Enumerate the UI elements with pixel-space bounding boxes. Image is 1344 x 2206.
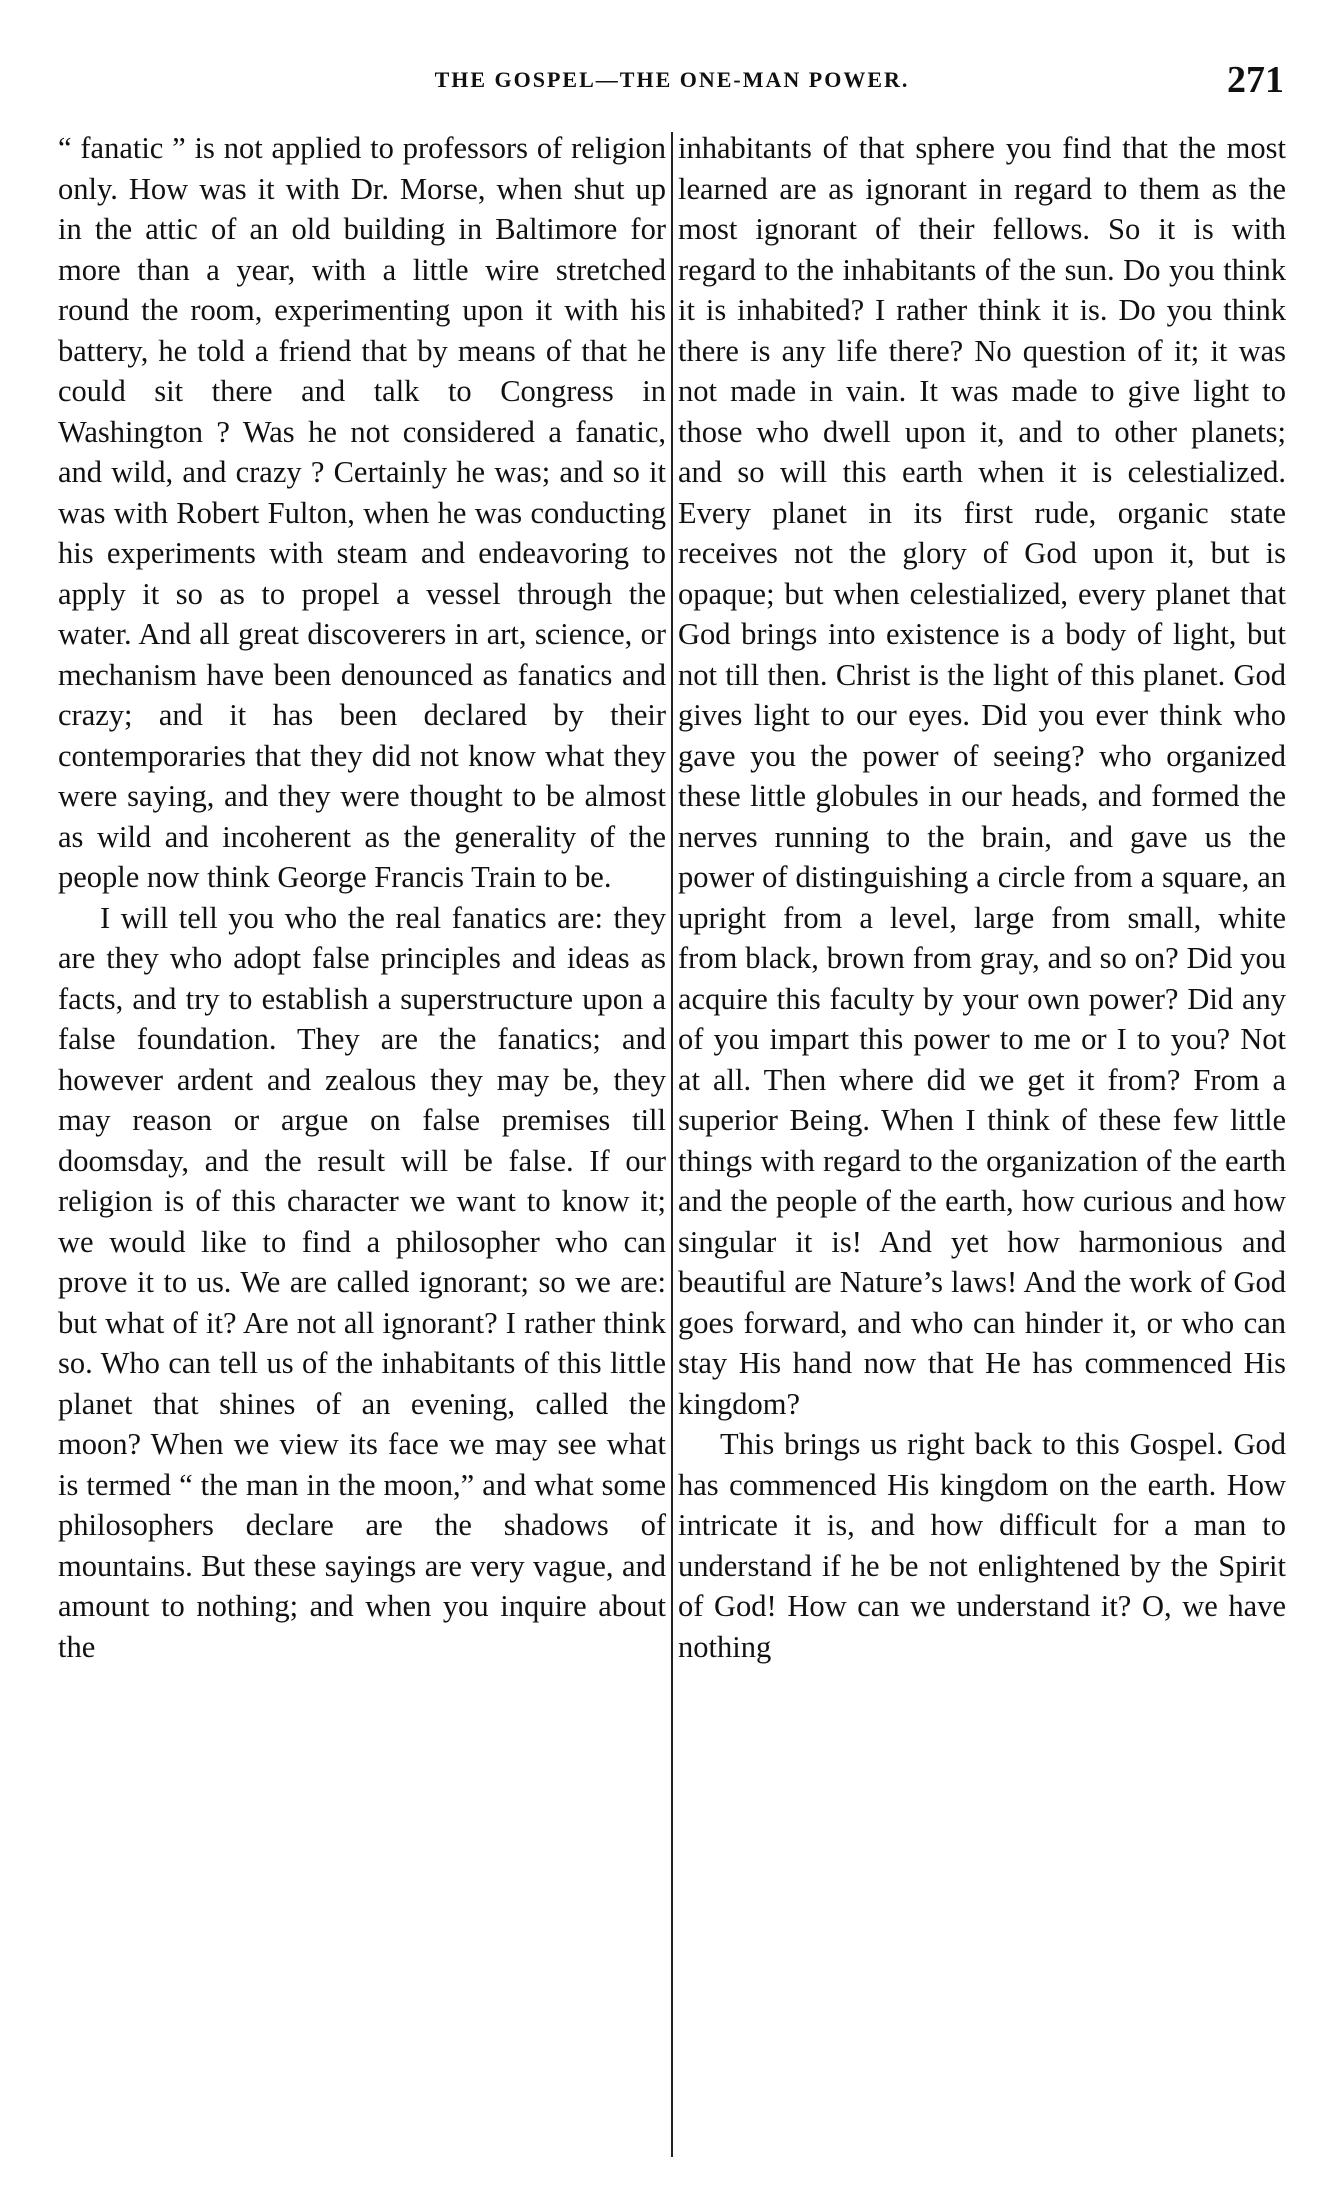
right-paragraph-2: This brings us right back to this Gospel. God has commenced His kingdom on the earth. How intricate it is, and how difficult for a man to understand if he be not enlightened by the Spirit of God! How can we understand it? O, we have nothing (678, 1427, 1286, 1664)
running-title: THE GOSPEL—THE ONE-MAN POWER. (434, 67, 910, 92)
right-column (678, 128, 1286, 1667)
left-paragraph-1: “ fanatic ” is not applied to professors of religion only. How was it with Dr. Morse, when shut up in the attic of an old building in Baltimore for more than a year, with a little wire stretched round the room, experimenting upon it with his battery, he told a friend that by means of that he could sit there and talk to Congress in Washington ? Was he not considered a fanatic, and wild, and crazy ? Certainly he was; and so it was with Robert Fulton, when he was conducting his experiments with steam and endeavoring to apply it so as to propel a vessel through the water. And all great discoverers in art, science, or mechanism have been denounced as fanatics and crazy; and it has been declared by their contemporaries that they did not know what they were saying, and they were thought to be almost as wild and incoherent as the generality of the people now think George Francis Train to be. (58, 131, 666, 894)
left-paragraph-2: I will tell you who the real fanatics are: they are they who adopt false principles and ideas as facts, and try to establish a superstructure upon a false foundation. They are the fanatics; and however ardent and zealous they may be, they may reason or argue on false premises till doomsday, and the result will be false. If our religion is of this character we want to know it; we would like to find a philosopher who can prove it to us. We are called ignorant; so we are: but what of it? Are not all ignorant? I rather think so. Who can tell us of the inhabitants of this little planet that shines of an evening, called the moon? When we view its face we may see what is termed “ the man in the moon,” and what some philosophers declare are the shadows of mountains. But these sayings are very vague, and amount to nothing; and when you inquire about the (58, 900, 666, 1664)
running-head (60, 52, 1284, 108)
left-column (58, 128, 666, 1667)
page-number: 271 (1227, 59, 1284, 101)
column-divider (671, 132, 673, 2157)
right-paragraph-1: inhabitants of that sphere you find that the most learned are as ignorant in regard to them as the most ignorant of their fellows. So it is with regard to the inhabitants of the sun. Do you think it is inhabited? I rather think it is. Do you think there is any life there? No question of it; it was not made in vain. It was made to give light to those who dwell upon it, and to other planets; and so will this earth when it is celestialized. Every planet in its first rude, organic state receives not the glory of God upon it, but is opaque; but when celestialized, every planet that God brings into existence is a body of light, but not till then. Christ is the light of this planet. God gives light to our eyes. Did you ever think who gave you the power of seeing? who organized these little globules in our heads, and formed the nerves running to the brain, and gave us the power of distinguishing a circle from a square, an upright from a level, large from small, white from black, brown from gray, and so on? Did you acquire this faculty by your own power? Did any of you impart this power to me or I to you? Not at all. Then where did we get it from? From a superior Being. When I think of these few little things with regard to the organization of the earth and the people of the earth, how curious and how singular it is! And yet how harmonious and beautiful are Nature’s laws! And the work of God goes forward, and who can hinder it, or who can stay His hand now that He has commenced His kingdom? (678, 131, 1286, 1421)
